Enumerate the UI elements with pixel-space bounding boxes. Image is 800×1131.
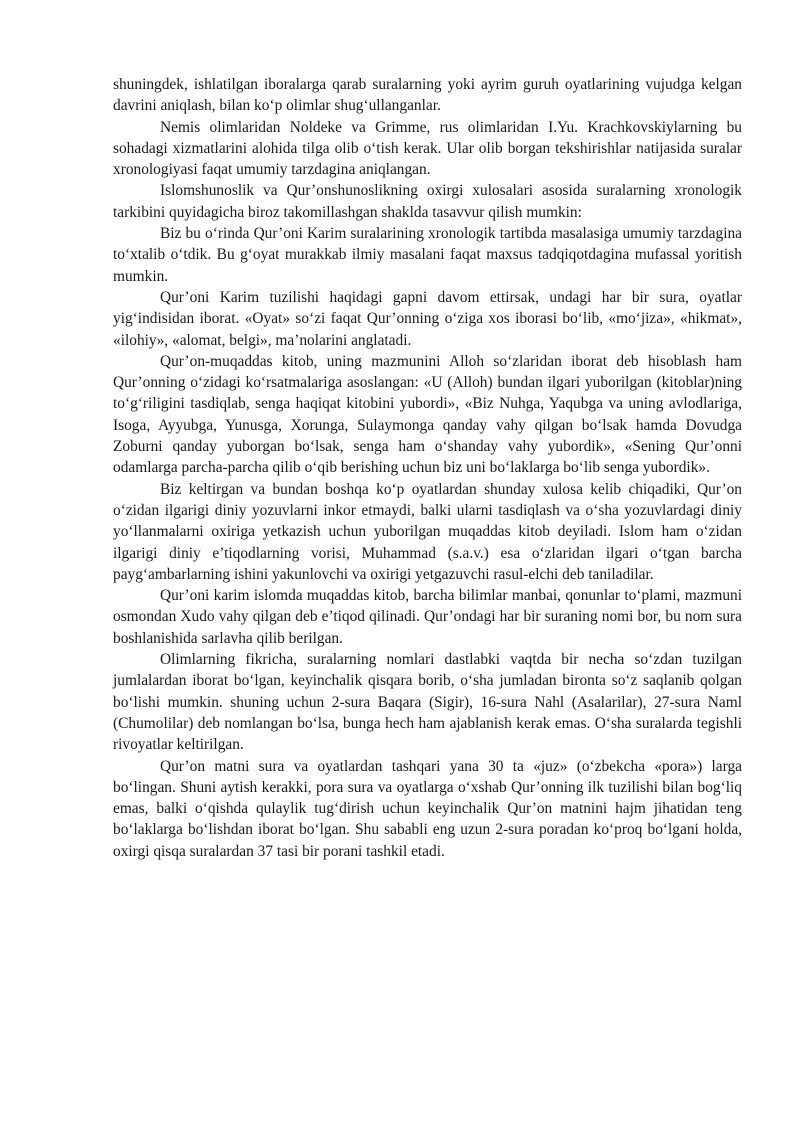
paragraph: Qur’oni Karim tuzilishi haqidagi gapni davom ettirsak, undagi har bir sura, oyatlar yig‘indisidan iborat. «Oyat» so‘zi faqat Qur’onning o‘ziga xos iborasi bo‘lib, «mo‘jiza», «hikmat», «ilohiy», «alomat, belgi», ma’nolarini anglatadi. [113,288,742,349]
document-page [113,74,742,862]
paragraph: Biz keltirgan va bundan boshqa ko‘p oyatlardan shunday xulosa kelib chiqadiki, Qur’on o‘zidan ilgarigi diniy yozuvlarni inkor etmaydi, balki ularni tasdiqlash va o‘sha yozuvlardagi diniy yo‘llanmalarni oxiriga yetkazish uchun yuborilgan muqaddas kitob deyiladi. Islom ham o‘zidan ilgarigi diniy e’tiqodlarning vorisi, Muhammad (s.a.v.) esa o‘zlaridan ilgari o‘tgan barcha payg‘ambarlarning ishini yakunlovchi va oxirigi yetgazuvchi rasul-elchi deb taniladilar. [113,480,742,583]
paragraph: Islomshunoslik va Qur’onshunoslikning oxirgi xulosalari asosida suralarning xronologik tarkibini quyidagicha biroz takomillashgan shaklda tasavvur qilish mumkin: [113,182,742,221]
paragraph: Biz bu o‘rinda Qur’oni Karim suralarining xronologik tartibda masalasiga umumiy tarzdagina to‘xtalib o‘tdik. Bu g‘oyat murakkab ilmiy masalani faqat maxsus tadqiqotdagina mufassal yoritish mumkin. [113,225,742,285]
paragraph: Qur’oni karim islomda muqaddas kitob, barcha bilimlar manbai, qonunlar to‘plami, mazmuni osmondan Xudo vahy qilgan deb e’tiqod qilinadi. Qur’ondagi har bir suraning nomi bor, bu nom sura boshlanishida sarlavha qilib berilgan. [113,587,742,647]
paragraph: shuningdek, ishlatilgan iboralarga qarab suralarning yoki ayrim guruh oyatlarining vujudga kelgan davrini aniqlash, bilan ko‘p olimlar shug‘ullanganlar. [113,76,742,115]
paragraph: Nemis olimlaridan Noldeke va Grimme, rus olimlaridan I.Yu. Krachkovskiylarning bu sohadagi xizmatlarini alohida tilga olib o‘tish kerak. Ular olib borgan tekshirishlar natijasida suralar xronologiyasi faqat umumiy tarzdagina aniqlangan. [113,118,742,179]
paragraph: Qur’on matni sura va oyatlardan tashqari yana 30 ta «juz» (o‘zbekcha «pora») larga bo‘lingan. Shuni aytish kerakki, pora sura va oyatlarga o‘xshab Qur’onning ilk tuzilishi bilan bog‘liq emas, balki o‘qishda qulaylik tug‘dirish uchun keyinchalik Qur’on matnini hajm jihatidan teng bo‘laklarga bo‘lishdan iborat bo‘lgan. Shu sababli eng uzun 2-sura poradan ko‘proq bo‘lgani holda, oxirgi qisqa suralardan 37 tasi bir porani tashkil etadi. [113,757,742,860]
paragraph: Olimlarning fikricha, suralarning nomlari dastlabki vaqtda bir necha so‘zdan tuzilgan jumlalardan iborat bo‘lgan, keyinchalik qisqara borib, o‘sha jumladan bironta so‘z saqlanib qolgan bo‘lishi mumkin. shuning uchun 2-sura Baqara (Sigir), 16-sura Nahl (Asalarilar), 27-sura Naml (Chumolilar) deb nomlangan bo‘lsa, bunga hech ham ajablanish kerak emas. O‘sha suralarda tegishli rivoyatlar keltirilgan. [113,651,742,754]
paragraph: Qur’on-muqaddas kitob, uning mazmunini Alloh so‘zlaridan iborat deb hisoblash ham Qur’onning o‘zidagi ko‘rsatmalariga asoslangan: «U (Alloh) bundan ilgari yuborilgan (kitoblar)ning to‘g‘riligini tasdiqlab, senga haqiqat kitobini yubordi», «Biz Nuhga, Yaqubga va uning avlodlariga, Isoga, Ayyubga, Yunusga, Xorunga, Sulaymonga qanday vahy qilgan bo‘lsak hamda Dovudga Zoburni qanday yuborgan bo‘lsak, senga ham o‘shanday vahy yubordik», «Sening Qur’onni odamlarga parcha-parcha qilib o‘qib berishing uchun biz uni bo‘laklarga bo‘lib senga yubordik». [113,352,742,477]
